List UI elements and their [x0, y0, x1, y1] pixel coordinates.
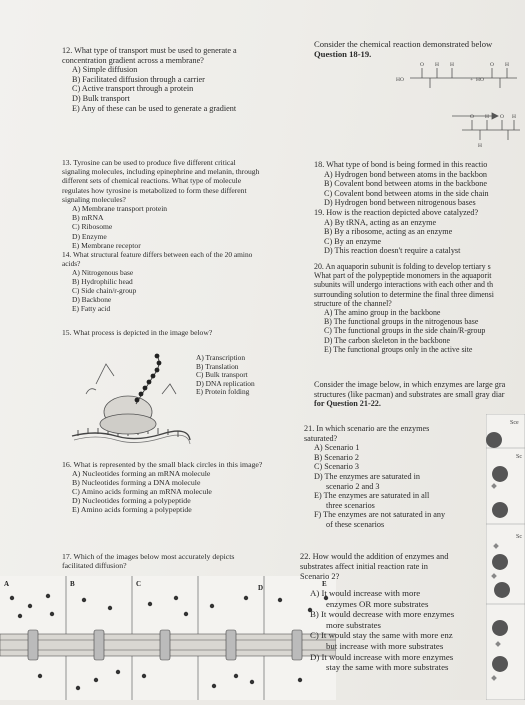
q13-stem-line-1: 13. Tyrosine can be used to produce five different critical	[62, 158, 236, 167]
chem-label-h-6: H	[478, 143, 482, 148]
scenario-label-1: Sce	[510, 420, 519, 426]
scenario-figure-svg	[486, 414, 525, 700]
q22-option-a-cont: enzymes OR more substrates	[326, 598, 429, 609]
question-16	[62, 460, 312, 514]
chem-label-o-3: O	[470, 114, 474, 120]
q22-stem-line-2: substrates affect initial reaction rate in	[300, 562, 428, 571]
question-19	[314, 208, 525, 256]
q13-stem-line-2: signaling molecules, including epinephrine and melanin, through	[62, 167, 260, 177]
q14-option-c: C) Side chain/r-group	[72, 286, 137, 295]
q20-stem-line-4: surrounding solution to determine the final three dimensi	[314, 289, 494, 299]
q13-option-c: C) Ribosome	[72, 222, 113, 232]
q13-option-d: D) Enzyme	[72, 231, 107, 241]
question-12	[62, 46, 312, 113]
q13-option-a: A) Membrane transport protein	[72, 204, 168, 214]
question-20	[314, 262, 525, 354]
q21-option-d-cont: scenario 2 and 3	[326, 481, 380, 491]
q21-stem-line-1: 21. In which scenario are the enzymes	[304, 424, 430, 433]
panel-label-e: E	[322, 580, 327, 588]
q14-option-a: A) Nitrogenous base	[72, 268, 134, 277]
q18-option-a: A) Hydrogen bond between atoms in the backbon	[324, 169, 488, 179]
q13-stem-line-5: signaling molecules?	[62, 194, 126, 204]
q13-stem-line-3: different sets of chemical reactions. What type of molecule	[62, 176, 242, 186]
q18-option-c: C) Covalent bond between atoms in the side chain	[324, 188, 489, 198]
q22-option-b: B) It would decrease with more enzymes	[310, 609, 455, 620]
q16-option-d: D) Nucleotides forming a polypeptide	[72, 496, 191, 505]
panel-label-a: A	[4, 580, 10, 588]
q14-option-d: D) Backbone	[72, 295, 112, 304]
q12-option-a: A) Simple diffusion	[72, 65, 138, 75]
q13-option-e: E) Membrane receptor	[72, 240, 141, 250]
enzyme-pacman-icon	[492, 620, 508, 636]
q15-option-d: D) DNA replication	[196, 378, 255, 388]
q13-option-b: B) mRNA	[72, 213, 104, 223]
q15-option-e: E) Protein folding	[196, 387, 250, 397]
q12-option-c: C) Active transport through a protein	[72, 84, 194, 94]
q19-option-b: B) By a ribosome, acting as an enzyme	[324, 227, 453, 237]
channel-protein	[160, 630, 170, 660]
peptide-reaction-figure	[392, 58, 525, 148]
intro-18-19	[314, 40, 525, 59]
q21-option-f-cont: of these scenarios	[326, 519, 385, 529]
q21-stem-line-2: saturated?	[304, 433, 338, 443]
question-21	[304, 424, 484, 530]
q12-stem-line-2: concentration gradient across a membrane?	[62, 55, 204, 65]
q20-stem-line-1: 20. An aquaporin subunit is folding to develop tertiary s	[314, 262, 491, 271]
enzyme-pacman-icon	[492, 554, 508, 570]
q15-option-b: B) Translation	[196, 361, 239, 371]
chem-label-h-5: H	[512, 114, 516, 120]
q21-option-b: B) Scenario 2	[314, 452, 360, 462]
intro-21-22-line-3: for Question 21-22.	[314, 399, 381, 409]
q16-stem: 16. What is represented by the small black circles in this image?	[62, 460, 263, 469]
q18-option-d: D) Hydrogen bond between nitrogenous bases	[324, 198, 476, 208]
q19-option-d: D) This reaction doesn't require a catalyst	[324, 246, 461, 256]
question-22	[300, 552, 486, 673]
chem-label-plus: +	[470, 77, 474, 83]
intro-18-19-line-1: Consider the chemical reaction demonstrated below	[314, 39, 493, 49]
intro-21-22	[314, 380, 525, 409]
panel-label-c: C	[136, 580, 142, 588]
q22-option-a: A) It would increase with more	[310, 588, 421, 598]
q16-option-a: A) Nucleotides forming an mRNA molecule	[72, 469, 211, 478]
chem-label-h-4: H	[485, 114, 489, 120]
q20-option-d: D) The carbon skeleton in the backbone	[324, 335, 451, 345]
q21-option-c: C) Scenario 3	[314, 462, 360, 472]
q19-option-c: C) By an enzyme	[324, 236, 382, 246]
panel-label-d: D	[258, 584, 264, 592]
scenario-figure	[486, 414, 525, 700]
q19-option-a: A) By tRNA, acting as an enzyme	[324, 217, 437, 227]
q20-stem-line-5: structure of the channel?	[314, 298, 392, 308]
enzyme-pacman-icon	[492, 656, 508, 672]
q22-option-c: C) It would stay the same with more enz	[310, 630, 453, 641]
q12-stem-line-1: 12. What type of transport must be used to generate a	[62, 46, 237, 55]
chem-label-h-3: H	[505, 62, 509, 68]
intro-21-22-line-1: Consider the image below, in which enzymes are large gra	[314, 380, 506, 389]
chem-label-o-2: O	[490, 62, 494, 68]
channel-protein	[94, 630, 104, 660]
q20-option-a: A) The amino group in the backbone	[324, 308, 441, 318]
q20-stem-line-3: subunits will undergo interactions with each other and th	[314, 280, 494, 290]
q22-option-d-cont: stay the same with more substrates	[326, 662, 449, 673]
q18-option-b: B) Covalent bond between atoms in the backbone	[324, 179, 488, 189]
q14-option-e: E) Fatty acid	[72, 304, 111, 313]
chem-label-ho-1: HO	[396, 77, 404, 83]
q15-option-c: C) Bulk transport	[196, 370, 248, 380]
scenario-label-3: Sc	[516, 534, 522, 540]
q21-option-d: D) The enzymes are saturated in	[314, 471, 421, 481]
q12-option-d: D) Bulk transport	[72, 93, 130, 103]
q15-options	[196, 354, 316, 397]
q16-option-e: E) Amino acids forming a polypeptide	[72, 505, 192, 514]
question-15	[62, 328, 312, 338]
q20-option-b: B) The functional groups in the nitrogenous base	[324, 317, 479, 327]
q22-stem-line-3: Scenario 2?	[300, 572, 340, 581]
q18-stem: 18. What type of bond is being formed in this reactio	[314, 160, 488, 169]
q12-option-b: B) Facilitated diffusion through a carrier	[72, 74, 205, 84]
translation-illustration	[66, 344, 194, 454]
chem-label-ho-2: HO	[476, 77, 484, 83]
q20-option-e: E) The functional groups only in the active site	[324, 344, 473, 354]
question-14	[62, 250, 312, 313]
q16-option-c: C) Amino acids forming an mRNA molecule	[72, 487, 212, 496]
q21-option-e-cont: three scenarios	[326, 500, 375, 510]
q22-option-b-cont: more substrates	[326, 619, 381, 630]
enzyme-pacman-icon	[494, 582, 510, 598]
intro-18-19-line-2: Question 18-19.	[314, 48, 372, 59]
q16-option-b: B) Nucleotides forming a DNA molecule	[72, 478, 201, 487]
q22-option-d: D) It would increase with more enzymes	[310, 651, 454, 662]
intro-21-22-line-2: structures (like pacman) and substrates are small gray diar	[314, 389, 505, 399]
q17-stem-line-1: 17. Which of the images below most accurately depicts	[62, 552, 235, 561]
channel-protein	[28, 630, 38, 660]
q15-stem: 15. What process is depicted in the image below?	[62, 328, 213, 337]
channel-protein	[226, 630, 236, 660]
q15-option-a: A) Transcription	[196, 353, 246, 362]
q14-option-b: B) Hydrophilic head	[72, 277, 133, 286]
enzyme-pacman-icon	[486, 432, 502, 448]
enzyme-pacman-icon	[492, 466, 508, 482]
q21-option-e: E) The enzymes are saturated in all	[314, 491, 430, 501]
q22-option-c-cont: but increase with more substrates	[326, 640, 444, 651]
q12-option-e: E) Any of these can be used to generate a gradient	[72, 103, 237, 113]
q20-option-c: C) The functional groups in the side chain/R-group	[324, 326, 486, 336]
scenario-label-2: Sc	[516, 454, 522, 460]
q17-stem-line-2: facilitated diffusion?	[62, 561, 127, 570]
q21-option-a: A) Scenario 1	[314, 443, 360, 453]
q22-stem-line-1: 22. How would the addition of enzymes and	[300, 552, 449, 561]
q21-option-f: F) The enzymes are not saturated in any	[314, 510, 446, 520]
q14-stem-line-1: 14. What structural feature differs between each of the 20 amino	[62, 250, 253, 259]
q20-stem-line-2: What part of the polypeptide monomers in the aquaporit	[314, 271, 492, 281]
q19-stem: 19. How is the reaction depicted above catalyzed?	[314, 208, 479, 217]
chem-label-h-1: H	[435, 62, 439, 68]
question-13	[62, 158, 312, 250]
panel-label-b: B	[70, 580, 75, 588]
question-18	[314, 160, 525, 208]
chem-label-h-2: H	[450, 62, 454, 68]
chem-label-o-4: O	[500, 114, 504, 120]
question-17	[62, 552, 312, 570]
q14-stem-line-2: acids?	[62, 259, 81, 268]
q13-stem-line-4: regulates how tyrosine is metabolized to form these different	[62, 185, 247, 195]
chem-label-o-1: O	[420, 62, 424, 68]
diffusion-panels-figure	[0, 576, 336, 700]
enzyme-pacman-icon	[492, 502, 508, 518]
